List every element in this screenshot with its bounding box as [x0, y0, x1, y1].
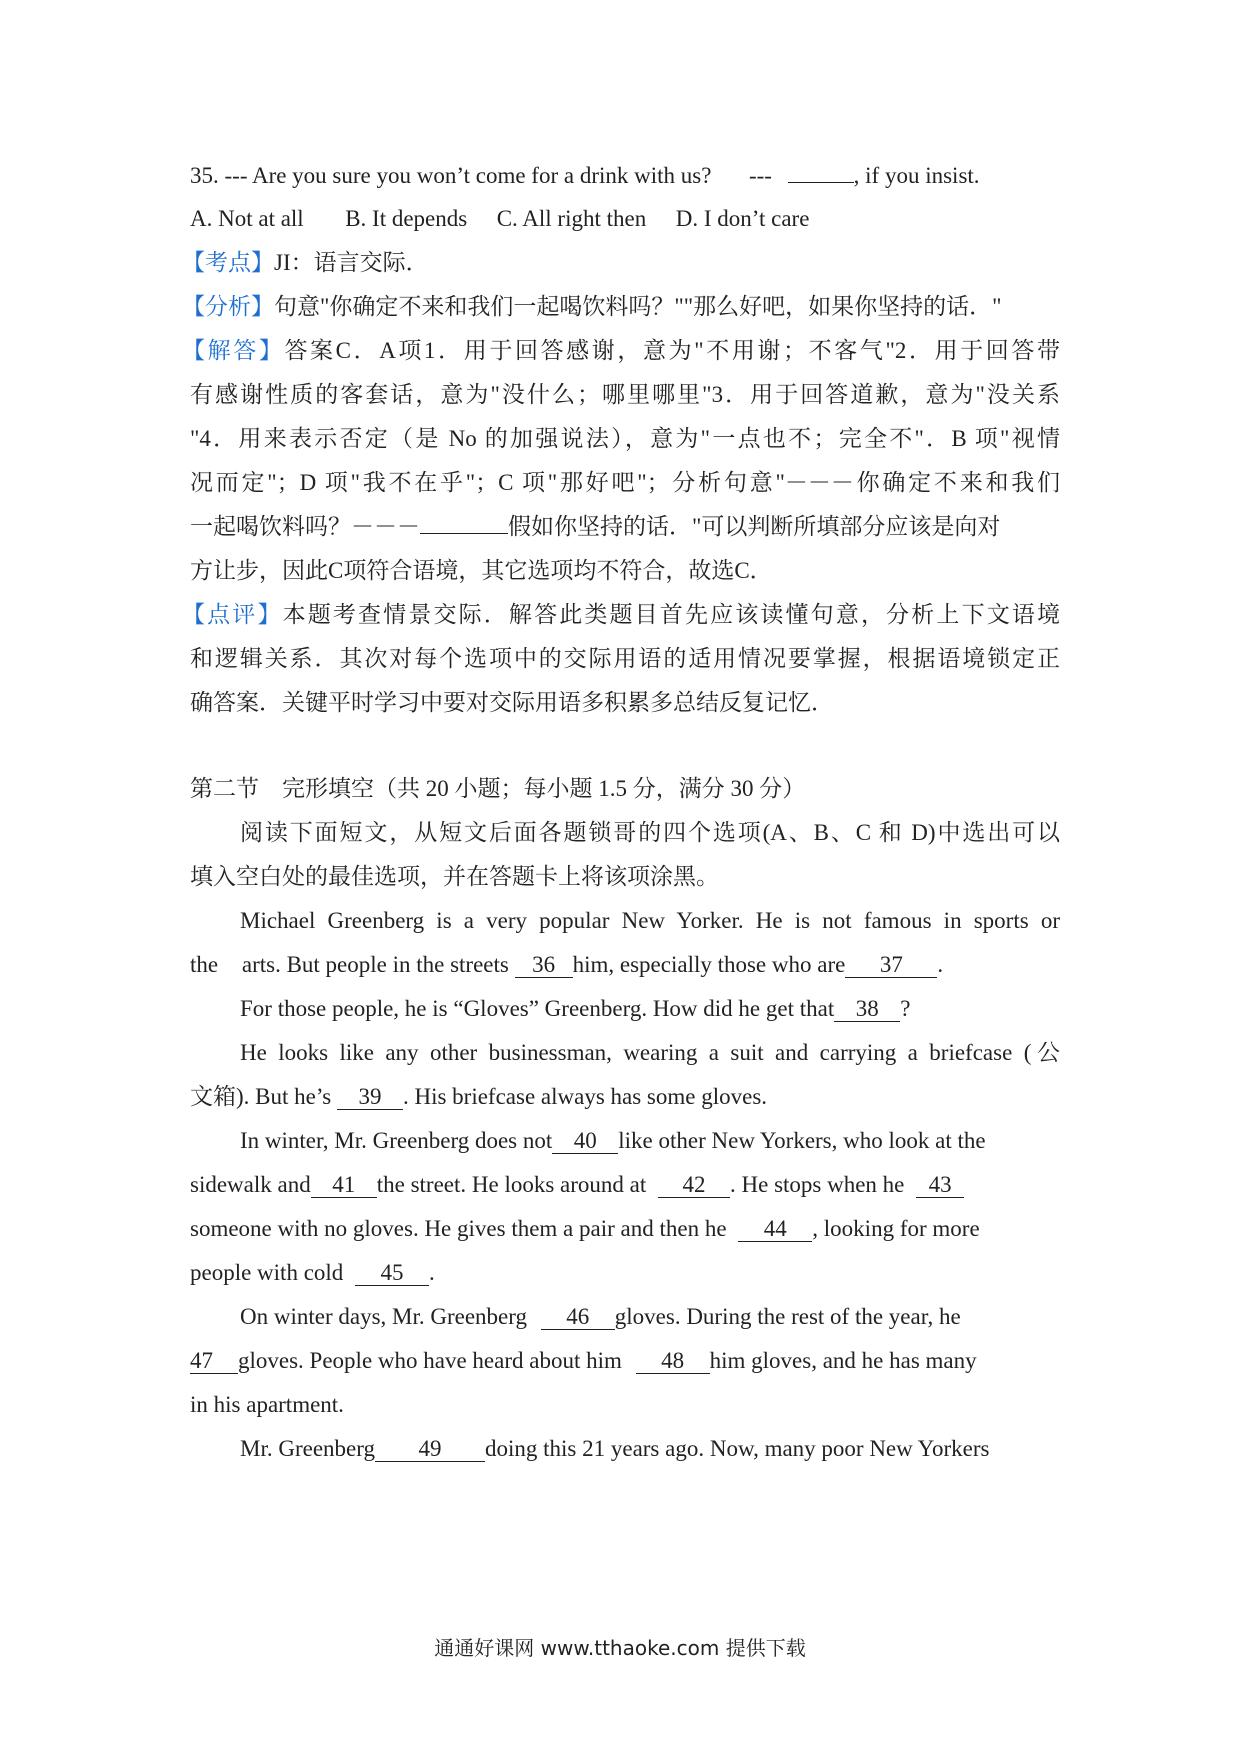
blank-38: 38 [834, 997, 900, 1022]
q35-blank [788, 182, 854, 183]
dianping-line-2: 和逻辑关系．其次对每个选项中的交际用语的适用情况要掌握，根据语境锁定正 [190, 646, 1060, 671]
option-c: C. All right then [496, 206, 647, 231]
jieda-line-4: 况而定"；D 项"我不在乎"；C 项"那好吧"；分析句意"－－－你确定不来和我们 [190, 470, 1060, 495]
blank-49: 49 [375, 1437, 485, 1462]
jieda-line-1: 【解答】答案C．A项1．用于回答感谢，意为"不用谢；不客气"2．用于回答带 [182, 338, 1061, 363]
passage-line-9: people with cold 45 . [190, 1260, 435, 1285]
jieda-line-3: "4．用来表示否定（是 No 的加强说法），意为"一点也不；完全不"．B 项"视情 [190, 426, 1060, 451]
blank-45: 45 [355, 1261, 429, 1286]
blank-48: 48 [636, 1349, 710, 1374]
instruction-line-2: 填入空白处的最佳选项，并在答题卡上将该项涂黑。 [190, 864, 719, 889]
passage-line-12: in his apartment. [190, 1392, 344, 1417]
passage-line-3: For those people, he is “Gloves” Greenberg. How did he get that 38 ? [240, 996, 911, 1021]
jieda-blank [420, 533, 508, 534]
blank-47: 47 [190, 1349, 238, 1374]
jieda-line-6: 方让步，因此C项符合语境，其它选项均不符合，故选C． [190, 558, 773, 583]
q35-options [190, 204, 1060, 234]
blank-40: 40 [552, 1129, 618, 1154]
passage-line-1: Michael Greenberg is a very popular New Yorker. He is not famous in sports or [240, 908, 1060, 933]
blank-37: 37 [845, 953, 937, 978]
instruction-line-1: 阅读下面短文，从短文后面各题锁哥的四个选项(A、B、C 和 D)中选出可以 [240, 820, 1060, 845]
option-d: D. I don’t care [675, 206, 810, 231]
passage-line-2: the arts. But people in the streets 36 him, especially those who are 37 . [190, 952, 944, 977]
blank-41: 41 [311, 1173, 377, 1198]
passage-line-10: On winter days, Mr. Greenberg 46 gloves. During the rest of the year, he [240, 1304, 961, 1329]
jieda-line-2: 有感谢性质的客套话，意为"没什么；哪里哪里"3．用于回答道歉，意为"没关系 [190, 382, 1060, 407]
blank-44: 44 [738, 1217, 812, 1242]
fenxi: 【分析】句意"你确定不来和我们一起喝饮料吗？""那么好吧，如果你坚持的话．" [182, 294, 1002, 319]
q35-question: 35. --- Are you sure you won’t come for a drink with us? --- , if you insist. [190, 163, 980, 188]
blank-36: 36 [515, 953, 573, 978]
section-heading: 第二节 完形填空（共 20 小题；每小题 1.5 分，满分 30 分） [190, 776, 806, 801]
blank-46: 46 [541, 1305, 615, 1330]
option-a: A. Not at all [190, 206, 304, 231]
blank-42: 42 [658, 1173, 730, 1198]
dianping-line-1: 【点评】本题考查情景交际．解答此类题目首先应该读懂句意，分析上下文语境 [182, 602, 1061, 627]
passage-line-4: He looks like any other businessman, wearing a suit and carrying a briefcase (公 [240, 1040, 1060, 1065]
dianping-line-3: 确答案．关键平时学习中要对交际用语多积累多总结反复记忆． [190, 690, 834, 715]
blank-43: 43 [916, 1173, 964, 1198]
jieda-line-5: 一起喝饮料吗？－－－ 假如你坚持的话．"可以判断所填部分应该是向对 [190, 514, 1001, 539]
blank-39: 39 [337, 1085, 403, 1110]
passage-line-7: sidewalk and 41 the street. He looks around at 42 . He stops when he 43 [190, 1170, 1060, 1200]
option-b: B. It depends [345, 206, 468, 231]
passage-line-13: Mr. Greenberg 49 doing this 21 years ago. Now, many poor New Yorkers [240, 1436, 990, 1461]
passage-line-8: someone with no gloves. He gives them a pair and then he 44 , looking for more [190, 1216, 980, 1241]
passage-line-6: In winter, Mr. Greenberg does not 40 like other New Yorkers, who look at the [240, 1128, 986, 1153]
passage-line-5: 文箱). But he’s 39 . His briefcase always has some gloves. [190, 1084, 768, 1109]
passage-line-11: 47 gloves. People who have heard about him 48 him gloves, and he has many [190, 1348, 977, 1373]
page-footer: 通通好课网 www.tthaoke.com 提供下载 [434, 1636, 806, 1660]
kaodian: 【考点】JI：语言交际． [182, 250, 429, 275]
